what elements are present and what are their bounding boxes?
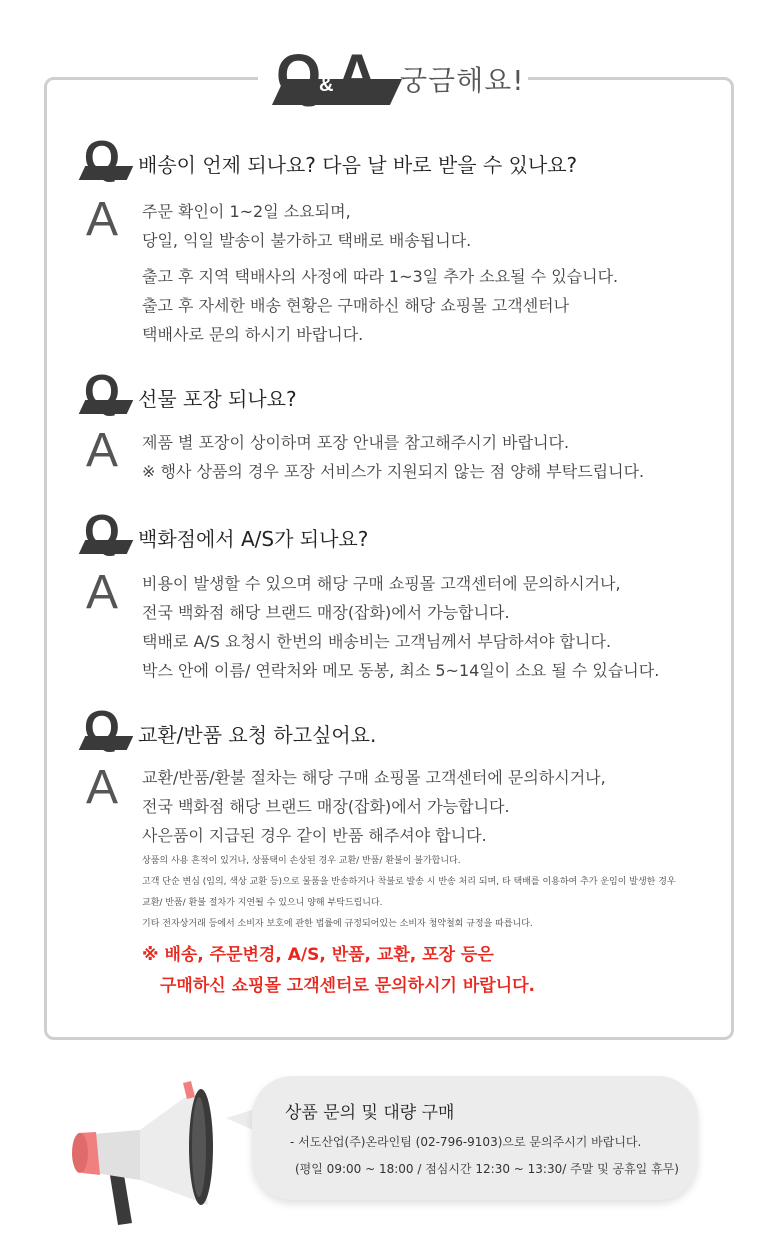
question-text: 교환/반품 요청 하고싶어요.	[138, 722, 377, 747]
question-text: 백화점에서 A/S가 되나요?	[138, 526, 369, 551]
q-icon: Q	[76, 712, 132, 754]
megaphone-icon	[60, 1075, 230, 1235]
qa-title: 궁금해요!	[400, 64, 525, 97]
contact-title: 상품 문의 및 대량 구매	[285, 1103, 455, 1123]
q-icon: Q	[76, 516, 132, 558]
answer-3: 비용이 발생할 수 있으며 해당 구매 쇼핑몰 고객센터에 문의하시거나, 전국 백화점 해당 브랜드 매장(잡화)에서 가능합니다. 택배로 A/S 요청시 한번의 배송비는 고객님께서 부담하셔야 합니다. 박스 안에 이름/ 연락처와 메모 동봉, 최소 5~14일이 소요 될 수 있습니다.	[142, 574, 660, 680]
answer-1: 주문 확인이 1~2일 소요되며, 당일, 익일 발송이 불가하고 택배로 배송됩니다.	[142, 202, 472, 250]
a-icon: A	[86, 761, 119, 814]
notice-red: ※ 배송, 주문변경, A/S, 반품, 교환, 포장 등은 구매하신 쇼핑몰 고객센터로 문의하시기 바랍니다.	[142, 945, 535, 996]
question-1	[76, 131, 578, 184]
qa-header	[258, 43, 528, 108]
question-3	[76, 505, 369, 558]
question-2	[76, 365, 297, 418]
qa-logo: Q & A	[264, 53, 386, 105]
question-text: 배송이 언제 되나요? 다음 날 바로 받을 수 있나요?	[138, 152, 578, 177]
a-icon: A	[86, 566, 119, 619]
question-text: 선물 포장 되나요?	[138, 386, 297, 411]
q-icon: Q	[76, 142, 132, 184]
a-icon: A	[86, 193, 119, 246]
contact-line-2: (평일 09:00 ~ 18:00 / 점심시간 12:30 ~ 13:30/ 주말 및 공휴일 휴무)	[295, 1162, 679, 1176]
question-4	[76, 701, 377, 754]
a-icon: A	[86, 424, 119, 477]
q-icon: Q	[76, 376, 132, 418]
answer-4: 교환/반품/환불 절차는 해당 구매 쇼핑몰 고객센터에 문의하시거나, 전국 백화점 해당 브랜드 매장(잡화)에서 가능합니다. 사은품이 지급된 경우 같이 반품 해주셔야 합니다.	[142, 768, 606, 845]
answer-2: 제품 별 포장이 상이하며 포장 안내를 참고해주시기 바랍니다. ※ 행사 상품의 경우 포장 서비스가 지원되지 않는 점 양해 부탁드립니다.	[142, 433, 645, 481]
answer-4-notes: 상품의 사용 흔적이 있거나, 상품택이 손상된 경우 교환/ 반품/ 환불이 불가합니다. 고객 단순 변심 (임의, 색상 교환 등)으로 물품을 반송하거나 착불로 발송 시 반송 처리 되며, 타 택배를 이용하여 추가 운임이 발생한 경우 교환/ 반품/ 환불 절차가 지연될 수 있으니 양해 부탁드립니다. 기타 전자상거래 등에서 소비자 보호에 관한 법률에 규정되어있는 소비자 청약철회 규정을 따릅니다.	[142, 856, 676, 929]
contact-line-1: - 서도산업(주)온라인팀 (02-796-9103)으로 문의주시기 바랍니다.	[290, 1135, 642, 1149]
answer-1-detail: 출고 후 지역 택배사의 사정에 따라 1~3일 추가 소요될 수 있습니다. 출고 후 자세한 배송 현황은 구매하신 해당 쇼핑몰 고객센터나 택배사로 문의 하시기 바랍니다.	[142, 267, 619, 344]
